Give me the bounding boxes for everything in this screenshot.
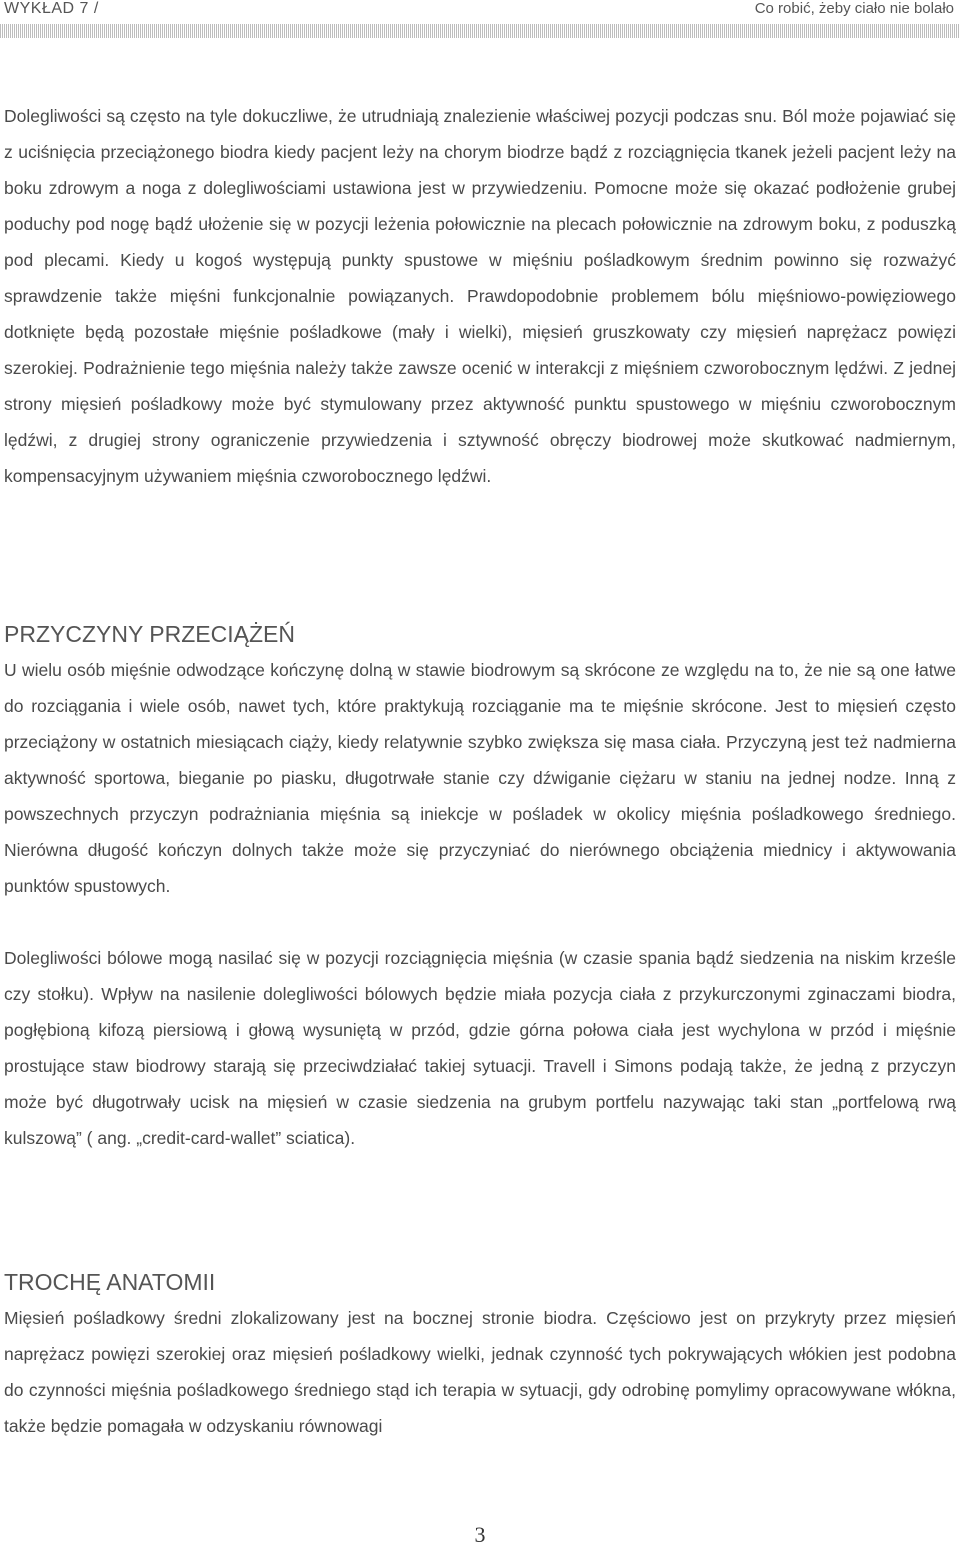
causes-paragraph-1: U wielu osób mięśnie odwodzące kończynę dolną w stawie biodrowym są skrócone ze względu na to, że nie są one łatwe do rozciągania i wiele osób, nawet tych, które praktykują rozciąganie ma te mięśnie skrócone. Jest to mięsień często przeciążony w ostatnich miesiącach ciąży, kiedy relatywnie szybko zwiększa się masa ciała. Przyczyną jest też nadmierna aktywność sportowa, bieganie po piasku, długotrwałe stanie czy dźwiganie ciężaru w staniu na jednej nodze. Inną z powszechnych przyczyn podrażniania mięśnia są iniekcje w pośladek w okolicy mięśnia pośladkowego średniego. Nierówna długość kończyn dolnych także może się przyczyniać do nierównego obciążenia miednicy i aktywowania punktów spustowych. <box>4 660 956 896</box>
lecture-label: WYKŁAD 7 / <box>4 0 99 17</box>
page-number: 3 <box>474 1522 486 1547</box>
intro-section <box>4 98 956 494</box>
section-heading-anatomy: TROCHĘ ANATOMII <box>4 1269 216 1295</box>
document-title: Co robić, żeby ciało nie bolało <box>754 0 954 17</box>
page-header <box>0 0 960 22</box>
header-divider <box>0 24 960 38</box>
anatomy-paragraph: Mięsień pośladkowy średni zlokalizowany jest na bocznej stronie biodra. Częściowo jest on przykryty przez mięsień naprężacz powięzi szerokiej oraz mięsień pośladkowy wielki, jednak czynność tych pokrywających włókien jest podobna do czynności mięśnia pośladkowego średniego stąd ich terapia w sytuacji, gdy odrobinę pomylimy opracowywane włókna, także będzie pomagała w odzyskaniu równowagi <box>4 1308 956 1436</box>
anatomy-section <box>4 1264 956 1444</box>
intro-paragraph: Dolegliwości są często na tyle dokuczliwe, że utrudniają znalezienie właściwej pozycji podczas snu. Ból może pojawiać się z uciśnięcia przeciążonego biodra kiedy pacjent leży na chorym biodrze bądź z rozciągnięcia tkanek jeżeli pacjent leży na boku zdrowym a noga z dolegliwościami ustawiona jest w przywiedzeniu. Pomocne może się okazać podłożenie grubej poduchy pod nogę bądź ułożenie się w pozycji leżenia połowicznie na plecach połowicznie na zdrowym boku, z poduszką pod plecami. Kiedy u kogoś występują punkty spustowe w mięśniu pośladkowym średnim powinno się rozważyć sprawdzenie także mięśni funkcjonalnie powiązanych. Prawdopodobnie problemem bólu mięśniowo-powięziowego dotknięte będą pozostałe mięśnie pośladkowe (mały i wielki), mięsień gruszkowaty czy mięsień naprężacz powięzi szerokiej. Podrażnienie tego mięśnia należy także zawsze ocenić w interakcji z mięśniem czworobocznym lędźwi. Z jednej strony mięsień pośladkowy może być stymulowany przez aktywność punktu spustowego w mięśniu czworobocznym lędźwi, z drugiej strony ograniczenie przywiedzenia i sztywność obręczy biodrowej może skutkować nadmiernym, kompensacyjnym używaniem mięśnia czworobocznego lędźwi. <box>4 106 956 486</box>
causes-paragraph-2: Dolegliwości bólowe mogą nasilać się w pozycji rozciągnięcia mięśnia (w czasie spania bądź siedzenia na niskim krześle czy stołku). Wpływ na nasilenie dolegliwości bólowych będzie miała pozycja ciała z przykurczonymi zginaczami biodra, pogłębioną kifozą piersiową i głową wysuniętą w przód, gdzie górna połowa ciała jest wychylona w przód i mięśnie prostujące staw biodrowy starają się przeciwdziałać takiej sytuacji. Travell i Simons podają także, że jedną z przyczyn może być długotrwały ucisk na mięsień w czasie siedzenia na grubym portfelu nazywając taki stan „portfelową rwą kulszową” ( ang. „credit-card-wallet” sciatica). <box>4 948 956 1148</box>
causes-section <box>4 616 956 1156</box>
section-heading-causes: PRZYCZYNY PRZECIĄŻEŃ <box>4 621 295 647</box>
